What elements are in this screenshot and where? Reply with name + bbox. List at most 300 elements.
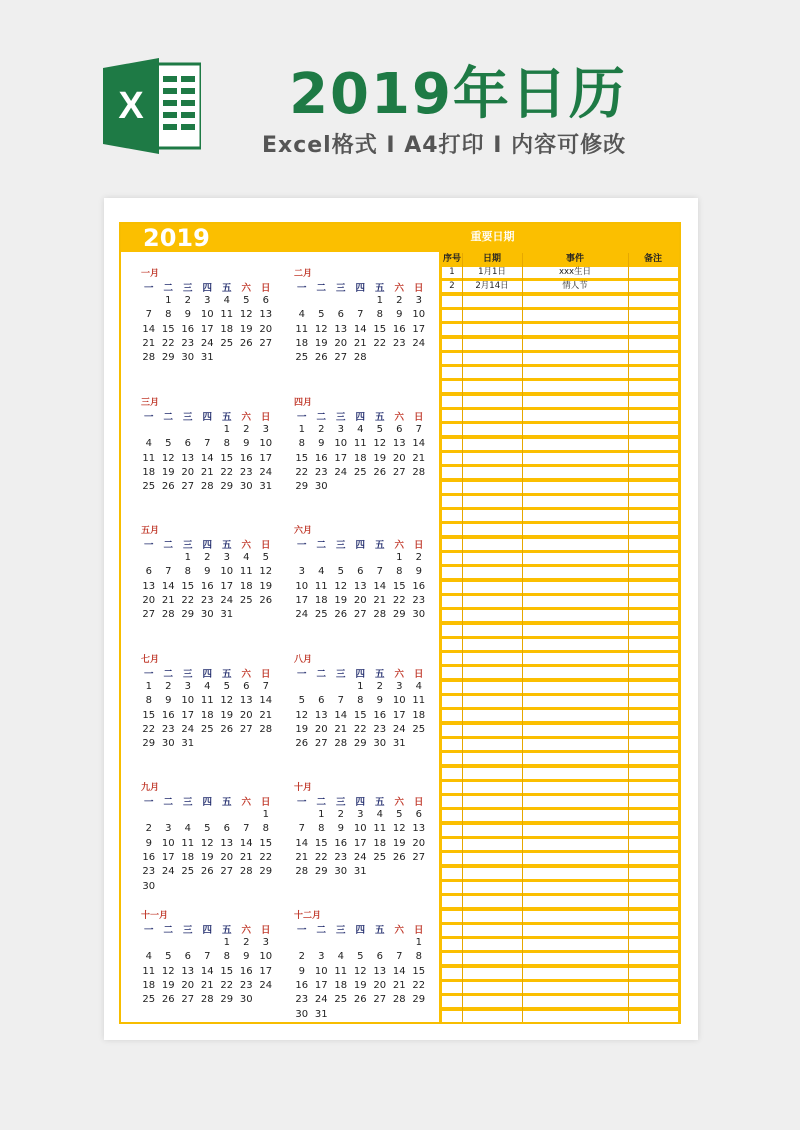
day-cell: 20: [314, 723, 328, 735]
day-cell: 15: [353, 709, 367, 721]
weekday-label: 二: [163, 540, 173, 551]
day-cell: 16: [142, 851, 156, 863]
day-cell: 28: [353, 352, 367, 364]
table-row[interactable]: [442, 424, 678, 435]
table-row[interactable]: [442, 281, 678, 292]
day-cell: 4: [145, 438, 152, 450]
weekday-label: 日: [260, 540, 271, 551]
weekday-label: 一: [143, 412, 154, 423]
table-row[interactable]: [442, 410, 678, 421]
day-cell: 10: [259, 951, 273, 963]
excel-logo-icon: [103, 58, 201, 154]
day-cell: 14: [239, 837, 253, 849]
day-cell: 25: [353, 466, 367, 478]
month-title: 十一月: [141, 911, 169, 921]
day-cell: 23: [142, 866, 156, 878]
day-cell: 9: [415, 566, 422, 578]
table-row[interactable]: [442, 467, 678, 478]
day-cell: 10: [334, 438, 348, 450]
day-cell: 7: [396, 951, 403, 963]
day-cell: 4: [337, 951, 344, 963]
day-cell: 12: [220, 695, 234, 707]
table-row[interactable]: [442, 953, 678, 964]
table-row[interactable]: [442, 1011, 678, 1022]
table-row[interactable]: [442, 439, 678, 450]
month-title: 七月: [141, 655, 160, 665]
day-cell: 30: [412, 609, 426, 621]
day-cell: 12: [259, 566, 273, 578]
weekday-label: 五: [221, 540, 232, 551]
day-cell: 10: [392, 695, 406, 707]
table-cell: 1: [449, 267, 455, 277]
day-cell: 15: [392, 580, 406, 592]
year-label: 2019: [143, 224, 210, 252]
day-cell: 2: [318, 424, 325, 435]
day-cell: 15: [161, 323, 175, 335]
day-cell: 8: [145, 695, 152, 707]
day-cell: 31: [200, 352, 214, 364]
day-cell: 13: [239, 695, 253, 707]
weekday-label: 三: [335, 797, 346, 808]
day-cell: 6: [243, 681, 250, 692]
table-row[interactable]: [442, 982, 678, 993]
day-cell: 7: [204, 951, 211, 963]
day-cell: 8: [396, 566, 403, 578]
day-cell: 13: [220, 837, 234, 849]
weekday-label: 四: [202, 669, 212, 680]
day-cell: 1: [376, 295, 383, 306]
day-cell: 28: [412, 466, 426, 478]
day-cell: 27: [412, 851, 426, 863]
table-row[interactable]: [442, 768, 678, 779]
table-row[interactable]: [442, 796, 678, 807]
day-cell: 1: [318, 809, 325, 820]
weekday-label: 一: [296, 797, 307, 808]
day-cell: 19: [161, 979, 175, 991]
day-cell: 19: [220, 709, 234, 721]
day-cell: 18: [142, 979, 156, 991]
table-row[interactable]: [442, 496, 678, 507]
day-cell: 23: [314, 466, 328, 478]
day-cell: 30: [142, 880, 156, 892]
weekday-label: 三: [335, 669, 346, 680]
weekday-label: 二: [163, 797, 173, 808]
day-cell: 18: [220, 323, 234, 335]
month-title: 九月: [141, 783, 160, 793]
table-row[interactable]: [442, 810, 678, 821]
weekday-label: 六: [394, 669, 404, 680]
table-row[interactable]: [442, 782, 678, 793]
weekday-label: 日: [413, 412, 424, 423]
weekday-label: 三: [335, 540, 346, 551]
weekday-label: 五: [221, 412, 232, 423]
day-cell: 26: [373, 466, 387, 478]
weekday-label: 五: [374, 283, 385, 294]
day-cell: 11: [412, 695, 426, 707]
day-cell: 26: [161, 994, 175, 1006]
weekday-label: 三: [182, 540, 193, 551]
day-cell: 17: [334, 452, 348, 464]
table-row[interactable]: [442, 296, 678, 307]
day-cell: 24: [259, 466, 273, 478]
column-header: 日期: [482, 254, 501, 264]
day-cell: 8: [223, 951, 230, 963]
weekday-label: 日: [413, 283, 424, 294]
day-cell: 26: [334, 609, 348, 621]
day-cell: 9: [298, 965, 305, 977]
table-row[interactable]: [442, 968, 678, 979]
day-cell: 13: [142, 580, 156, 592]
table-row[interactable]: [442, 567, 678, 578]
day-cell: 11: [142, 965, 156, 977]
day-cell: 12: [161, 452, 175, 464]
day-cell: 14: [353, 323, 367, 335]
day-cell: 17: [314, 979, 328, 991]
day-cell: 3: [223, 552, 230, 563]
day-cell: 14: [295, 837, 309, 849]
day-cell: 12: [392, 823, 406, 835]
table-row[interactable]: [442, 596, 678, 607]
day-cell: 9: [337, 823, 344, 835]
table-row[interactable]: [442, 639, 678, 650]
day-cell: 16: [314, 452, 328, 464]
day-cell: 24: [200, 337, 214, 349]
day-cell: 22: [161, 337, 175, 349]
weekday-label: 日: [260, 669, 271, 680]
weekday-label: 一: [296, 669, 307, 680]
day-cell: 15: [373, 323, 387, 335]
day-cell: 28: [161, 609, 175, 621]
table-row[interactable]: [442, 653, 678, 664]
month-title: 三月: [141, 398, 160, 408]
weekday-label: 四: [355, 925, 365, 936]
day-cell: 22: [259, 851, 273, 863]
day-cell: 2: [165, 681, 172, 692]
day-cell: 15: [220, 965, 234, 977]
table-cell: 2月14日: [475, 281, 509, 292]
table-row[interactable]: [442, 524, 678, 535]
table-row[interactable]: [442, 539, 678, 550]
day-cell: 4: [243, 552, 250, 563]
day-cell: 10: [314, 965, 328, 977]
table-row[interactable]: [442, 882, 678, 893]
day-cell: 14: [200, 965, 214, 977]
day-cell: 17: [392, 709, 406, 721]
weekday-label: 二: [163, 925, 173, 936]
day-cell: 21: [142, 337, 156, 349]
day-cell: 20: [220, 851, 234, 863]
day-cell: 25: [142, 481, 156, 493]
table-row[interactable]: [442, 510, 678, 521]
column-header: 备注: [643, 254, 662, 264]
table-row[interactable]: [442, 453, 678, 464]
day-cell: 12: [239, 309, 253, 321]
day-cell: 29: [353, 738, 367, 750]
table-row[interactable]: [442, 610, 678, 621]
day-cell: 21: [334, 723, 348, 735]
month-title: 八月: [294, 655, 313, 665]
day-cell: 11: [200, 695, 214, 707]
weekday-label: 五: [374, 540, 385, 551]
day-cell: 4: [184, 823, 191, 835]
day-cell: 22: [220, 466, 234, 478]
page-subtitle: Excel格式 I A4打印 I 内容可修改: [262, 133, 627, 158]
day-cell: 19: [200, 851, 214, 863]
day-cell: 28: [334, 738, 348, 750]
day-cell: 17: [181, 709, 195, 721]
table-row[interactable]: [442, 853, 678, 864]
weekday-label: 三: [335, 412, 346, 423]
day-cell: 24: [392, 723, 406, 735]
weekday-label: 一: [143, 540, 154, 551]
day-cell: 31: [392, 738, 406, 750]
day-cell: 17: [353, 837, 367, 849]
table-row[interactable]: [442, 367, 678, 378]
day-cell: 5: [298, 695, 305, 707]
day-cell: 12: [353, 965, 367, 977]
day-cell: 1: [415, 937, 422, 948]
table-row[interactable]: [442, 682, 678, 693]
day-cell: 31: [314, 1008, 328, 1020]
weekday-label: 日: [260, 283, 271, 294]
day-cell: 3: [357, 809, 364, 820]
weekday-label: 日: [260, 412, 271, 423]
weekday-label: 五: [221, 925, 232, 936]
day-cell: 18: [239, 580, 253, 592]
day-cell: 12: [373, 438, 387, 450]
day-cell: 16: [181, 323, 195, 335]
day-cell: 13: [334, 323, 348, 335]
day-cell: 11: [295, 323, 309, 335]
day-cell: 23: [412, 594, 426, 606]
day-cell: 14: [259, 695, 273, 707]
day-cell: 8: [415, 951, 422, 963]
day-cell: 11: [181, 837, 195, 849]
table-row[interactable]: [442, 696, 678, 707]
table-cell: xxx生日: [558, 267, 592, 277]
weekday-label: 四: [202, 797, 212, 808]
day-cell: 7: [262, 681, 269, 692]
day-cell: 19: [314, 337, 328, 349]
table-row[interactable]: [442, 267, 678, 278]
day-cell: 18: [353, 452, 367, 464]
day-cell: 29: [412, 994, 426, 1006]
day-cell: 21: [373, 594, 387, 606]
day-cell: 26: [239, 337, 253, 349]
table-row[interactable]: [442, 939, 678, 950]
weekday-label: 二: [316, 283, 326, 294]
day-cell: 9: [184, 309, 191, 321]
day-cell: 4: [376, 809, 383, 820]
weekday-label: 六: [394, 283, 404, 294]
day-cell: 24: [259, 979, 273, 991]
day-cell: 24: [220, 594, 234, 606]
weekday-label: 一: [143, 283, 154, 294]
day-cell: 10: [181, 695, 195, 707]
day-cell: 19: [161, 466, 175, 478]
day-cell: 23: [239, 979, 253, 991]
day-cell: 18: [334, 979, 348, 991]
day-cell: 1: [145, 681, 152, 692]
day-cell: 8: [357, 695, 364, 707]
weekday-label: 六: [241, 925, 251, 936]
day-cell: 29: [142, 738, 156, 750]
weekday-label: 三: [335, 925, 346, 936]
day-cell: 2: [145, 823, 152, 835]
weekday-label: 二: [316, 669, 326, 680]
day-cell: 21: [239, 851, 253, 863]
day-cell: 31: [181, 738, 195, 750]
weekday-label: 一: [143, 797, 154, 808]
day-cell: 28: [392, 994, 406, 1006]
table-row[interactable]: [442, 310, 678, 321]
day-cell: 31: [220, 609, 234, 621]
day-cell: 20: [334, 337, 348, 349]
table-row[interactable]: [442, 896, 678, 907]
day-cell: 20: [412, 837, 426, 849]
table-row[interactable]: [442, 353, 678, 364]
table-row[interactable]: [442, 625, 678, 636]
day-cell: 4: [357, 424, 364, 435]
day-cell: 3: [337, 424, 344, 435]
weekday-label: 六: [394, 540, 404, 551]
table-row[interactable]: [442, 553, 678, 564]
day-cell: 2: [204, 552, 211, 563]
day-cell: 22: [392, 594, 406, 606]
table-row[interactable]: [442, 710, 678, 721]
day-cell: 8: [184, 566, 191, 578]
table-row[interactable]: [442, 868, 678, 879]
day-cell: 1: [223, 424, 230, 435]
day-cell: 24: [295, 609, 309, 621]
day-cell: 30: [239, 994, 253, 1006]
day-cell: 15: [181, 580, 195, 592]
day-cell: 17: [295, 594, 309, 606]
table-row[interactable]: [442, 739, 678, 750]
day-cell: 10: [259, 438, 273, 450]
day-cell: 27: [334, 352, 348, 364]
day-cell: 19: [334, 594, 348, 606]
day-cell: 22: [314, 851, 328, 863]
day-cell: 11: [334, 965, 348, 977]
weekday-label: 三: [182, 412, 193, 423]
table-row[interactable]: [442, 582, 678, 593]
table-row[interactable]: [442, 324, 678, 335]
day-cell: 17: [200, 323, 214, 335]
day-cell: 10: [412, 309, 426, 321]
column-header: 序号: [442, 254, 461, 264]
table-row[interactable]: [442, 925, 678, 936]
month-title: 一月: [141, 269, 160, 279]
weekday-label: 二: [316, 540, 326, 551]
weekday-label: 五: [221, 669, 232, 680]
day-cell: 27: [353, 609, 367, 621]
day-cell: 2: [298, 951, 305, 963]
weekday-label: 一: [296, 412, 307, 423]
table-row[interactable]: [442, 396, 678, 407]
day-cell: 29: [314, 866, 328, 878]
day-cell: 18: [412, 709, 426, 721]
table-row[interactable]: [442, 996, 678, 1007]
table-row[interactable]: [442, 911, 678, 922]
day-cell: 25: [295, 352, 309, 364]
table-row[interactable]: [442, 825, 678, 836]
weekday-label: 二: [163, 669, 173, 680]
table-row[interactable]: [442, 381, 678, 392]
day-cell: 2: [415, 552, 422, 563]
day-cell: 16: [295, 979, 309, 991]
day-cell: 7: [243, 823, 250, 835]
day-cell: 20: [239, 709, 253, 721]
weekday-label: 五: [374, 412, 385, 423]
day-cell: 23: [295, 994, 309, 1006]
day-cell: 20: [373, 979, 387, 991]
day-cell: 11: [314, 580, 328, 592]
day-cell: 4: [415, 681, 422, 692]
table-row[interactable]: [442, 725, 678, 736]
weekday-label: 二: [316, 412, 326, 423]
day-cell: 24: [181, 723, 195, 735]
table-cell: [628, 281, 678, 292]
weekday-label: 六: [241, 669, 251, 680]
day-cell: 10: [220, 566, 234, 578]
day-cell: 2: [337, 809, 344, 820]
day-cell: 11: [220, 309, 234, 321]
day-cell: 21: [353, 337, 367, 349]
day-cell: 6: [396, 424, 403, 435]
day-cell: 8: [165, 309, 172, 321]
table-cell: 情人节: [562, 281, 588, 292]
day-cell: 20: [392, 452, 406, 464]
day-cell: 30: [314, 481, 328, 493]
table-cell: [628, 267, 678, 278]
day-cell: 22: [181, 594, 195, 606]
table-row[interactable]: [442, 667, 678, 678]
weekday-label: 五: [221, 797, 232, 808]
day-cell: 5: [165, 951, 172, 963]
day-cell: 7: [337, 695, 344, 707]
day-cell: 20: [353, 594, 367, 606]
day-cell: 27: [259, 337, 273, 349]
table-row[interactable]: [442, 839, 678, 850]
weekday-label: 一: [296, 925, 307, 936]
day-cell: 4: [298, 309, 305, 321]
page-title: 2019年日历: [289, 62, 627, 127]
day-cell: 21: [295, 851, 309, 863]
table-row[interactable]: [442, 482, 678, 493]
weekday-label: 日: [413, 669, 424, 680]
day-cell: 29: [220, 481, 234, 493]
day-cell: 23: [200, 594, 214, 606]
day-cell: 29: [181, 609, 195, 621]
day-cell: 20: [259, 323, 273, 335]
weekday-label: 日: [413, 925, 424, 936]
column-divider: [522, 253, 523, 1022]
table-row[interactable]: [442, 339, 678, 350]
day-cell: 25: [314, 609, 328, 621]
day-cell: 28: [373, 609, 387, 621]
day-cell: 8: [318, 823, 325, 835]
day-cell: 23: [334, 851, 348, 863]
table-row[interactable]: [442, 753, 678, 764]
day-cell: 26: [353, 994, 367, 1006]
day-cell: 6: [184, 951, 191, 963]
day-cell: 18: [181, 851, 195, 863]
weekday-label: 五: [374, 925, 385, 936]
day-cell: 17: [161, 851, 175, 863]
day-cell: 29: [392, 609, 406, 621]
day-cell: 3: [298, 566, 305, 578]
